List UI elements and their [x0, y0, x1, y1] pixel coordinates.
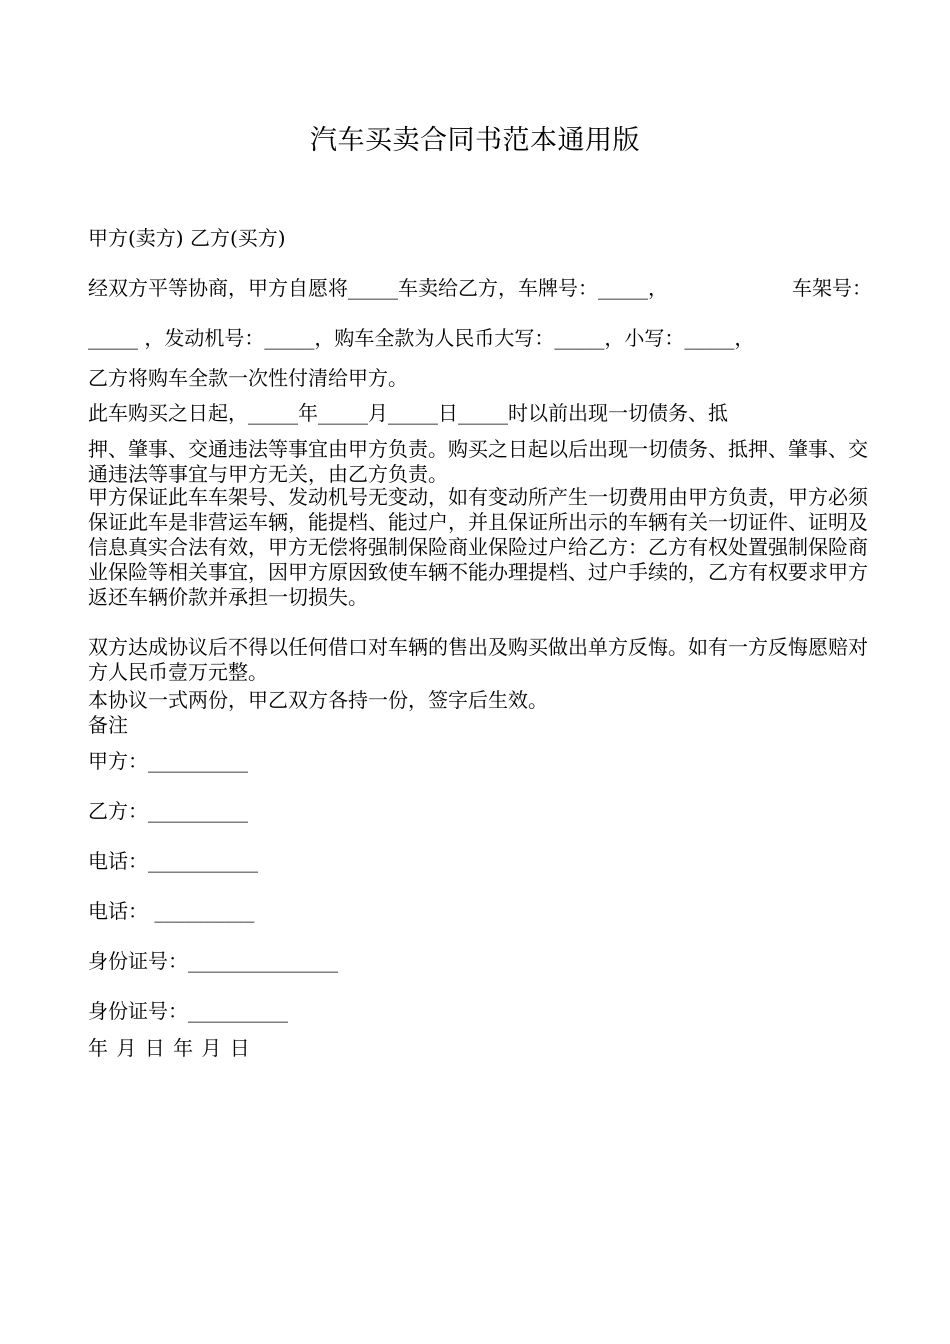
clause1-line1	[88, 272, 872, 301]
clause1-line2: _____ ，发动机号：_____，购车全款为人民币大写：_____，小写：_____，	[88, 326, 755, 350]
signature-dates: 年 月 日 年 月 日	[88, 1036, 251, 1060]
parties-line: 甲方(卖方) 乙方(买方)	[88, 226, 286, 250]
clause1-line1-frame-no: 车架号：	[792, 276, 872, 300]
clause5: 本协议一式两份，甲乙双方各持一份，签字后生效。	[88, 688, 548, 712]
clause2-line1: 此车购买之日起，_____年_____月_____日_____时以前出现一切债务、抵	[88, 401, 728, 425]
clause3: 甲方保证此车车架号、发动机号无变动，如有变动所产生一切费用由甲方负责，甲方必须保证此车是非营运车辆，能提档、能过户，并且保证所出示的车辆有关一切证件、证明及信息真实合法有效，甲方无偿将强制保险商业保险过户给乙方：乙方有权处置强制保险商业保险等相关事宜，因甲方原因致使车辆不能办理提档、过户手续的，乙方有权要求甲方返还车辆价款并承担一切损失。	[88, 485, 868, 609]
signature-party-a: 甲方：__________	[88, 749, 248, 773]
phone-party-b: 电话： __________	[88, 899, 255, 923]
id-number-party-b: 身份证号：__________	[88, 999, 288, 1023]
document-title: 汽车买卖合同书范本通用版	[310, 125, 640, 156]
clause1-line3: 乙方将购车全款一次性付清给甲方。	[88, 366, 408, 390]
clause2-rest: 押、肇事、交通违法等事宜由甲方负责。购买之日起以后出现一切债务、抵押、肇事、交通违法等事宜与甲方无关，由乙方负责。	[88, 437, 868, 486]
signature-party-b: 乙方：__________	[88, 799, 248, 823]
id-number-party-a: 身份证号：_______________	[88, 949, 338, 973]
clause4: 双方达成协议后不得以任何借口对车辆的售出及购买做出单方反悔。如有一方反悔愿赔对方人民币壹万元整。	[88, 635, 868, 684]
clause1-line1-text: 经双方平等协商，甲方自愿将_____车卖给乙方，车牌号：_____，	[88, 276, 668, 300]
remarks-label: 备注	[88, 713, 128, 737]
phone-party-a: 电话：___________	[88, 849, 258, 873]
